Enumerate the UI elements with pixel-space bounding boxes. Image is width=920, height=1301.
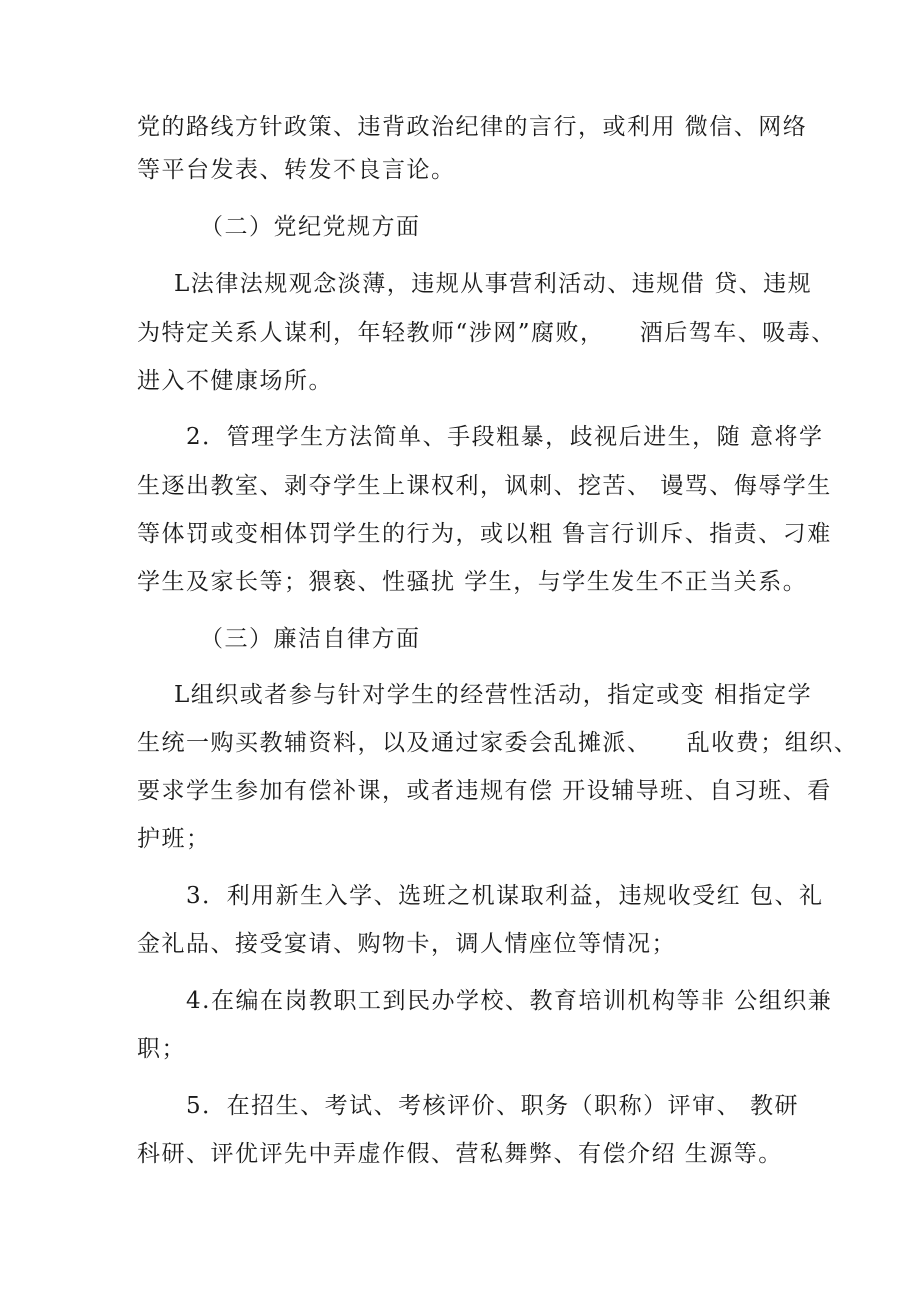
- text-line: L组织或者参与针对学生的经营性活动，指定或变 相指定学: [174, 682, 813, 708]
- text-line: 学生及家长等；猥亵、性骚扰 学生，与学生发生不正当关系。: [137, 569, 808, 595]
- text-line: 金礼品、接受宴请、购物卡，调人情座位等情况；: [137, 931, 676, 957]
- text-line: 等平台发表、转发不良言论。: [137, 157, 456, 183]
- text-line: 5．在招生、考试、考核评价、职务（职称）评审、 教研: [186, 1093, 799, 1119]
- section-heading: （二）党纪党规方面: [200, 214, 421, 240]
- text-line: 生逐出教室、剥夺学生上课权利，讽刺、挖苦、 谩骂、侮辱学生: [137, 473, 832, 499]
- text-line: 等体罚或变相体罚学生的行为，或以粗 鲁言行训斥、指责、刁难: [137, 521, 832, 547]
- text-line: 为特定关系人谋利，年轻教师“涉网”腐败， 酒后驾车、吸毒、: [137, 320, 836, 346]
- text-line: L法律法规观念淡薄，违规从事营利活动、违规借 贷、违规: [174, 271, 813, 297]
- text-line: 护班；: [137, 826, 211, 852]
- section-heading: （三）廉洁自律方面: [200, 626, 421, 652]
- text-line: 2．管理学生方法简单、手段粗暴，歧视后进生，随 意将学: [186, 424, 824, 450]
- text-line: 进入不健康场所。: [137, 368, 333, 394]
- text-line: 党的路线方针政策、违背政治纪律的言行，或利用 微信、网络: [137, 114, 808, 140]
- text-line: 要求学生参加有偿补课，或者违规有偿 开设辅导班、自习班、看: [137, 778, 832, 804]
- text-line: 3．利用新生入学、选班之机谋取利益，违规收受红 包、礼: [186, 883, 824, 909]
- text-line: 4.在编在岗教职工到民办学校、教育培训机构等非 公组织兼: [186, 988, 833, 1014]
- text-line: 职；: [137, 1036, 186, 1062]
- text-line: 科研、评优评先中弄虚作假、营私舞弊、有偿介绍 生源等。: [137, 1141, 783, 1167]
- text-line: 生统一购买教辅资料，以及通过家委会乱摊派、 乱收费；组织、: [137, 730, 859, 756]
